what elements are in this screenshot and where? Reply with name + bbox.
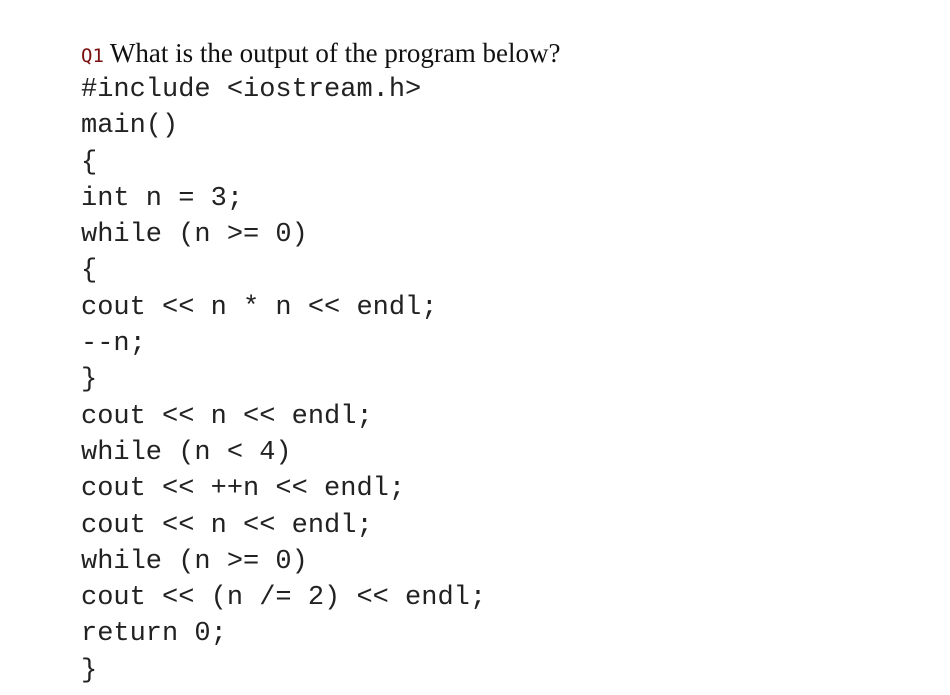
code-line: cout << n << endl;	[81, 510, 373, 541]
code-line: main()	[81, 111, 179, 142]
code-line: --n;	[81, 329, 146, 360]
code-line: return 0;	[81, 619, 227, 650]
question-number: Q1	[81, 45, 104, 67]
code-block	[81, 72, 561, 689]
code-line: while (n >= 0)	[81, 220, 308, 251]
code-line: #include <iostream.h>	[81, 75, 422, 105]
code-line: cout << n << endl;	[81, 401, 373, 432]
code-line: cout << (n /= 2) << endl;	[81, 583, 487, 614]
code-line: }	[81, 655, 98, 686]
question-heading	[81, 34, 561, 72]
code-line: }	[81, 365, 98, 396]
code-line: cout << ++n << endl;	[81, 474, 406, 505]
code-line: {	[81, 256, 98, 287]
question-text: What is the output of the program below?	[109, 38, 561, 68]
code-line: cout << n * n << endl;	[81, 292, 438, 323]
code-line: int n = 3;	[81, 183, 244, 214]
code-line: while (n < 4)	[81, 437, 292, 468]
code-line: {	[81, 147, 98, 178]
code-line: while (n >= 0)	[81, 546, 308, 577]
document-page	[81, 34, 561, 689]
